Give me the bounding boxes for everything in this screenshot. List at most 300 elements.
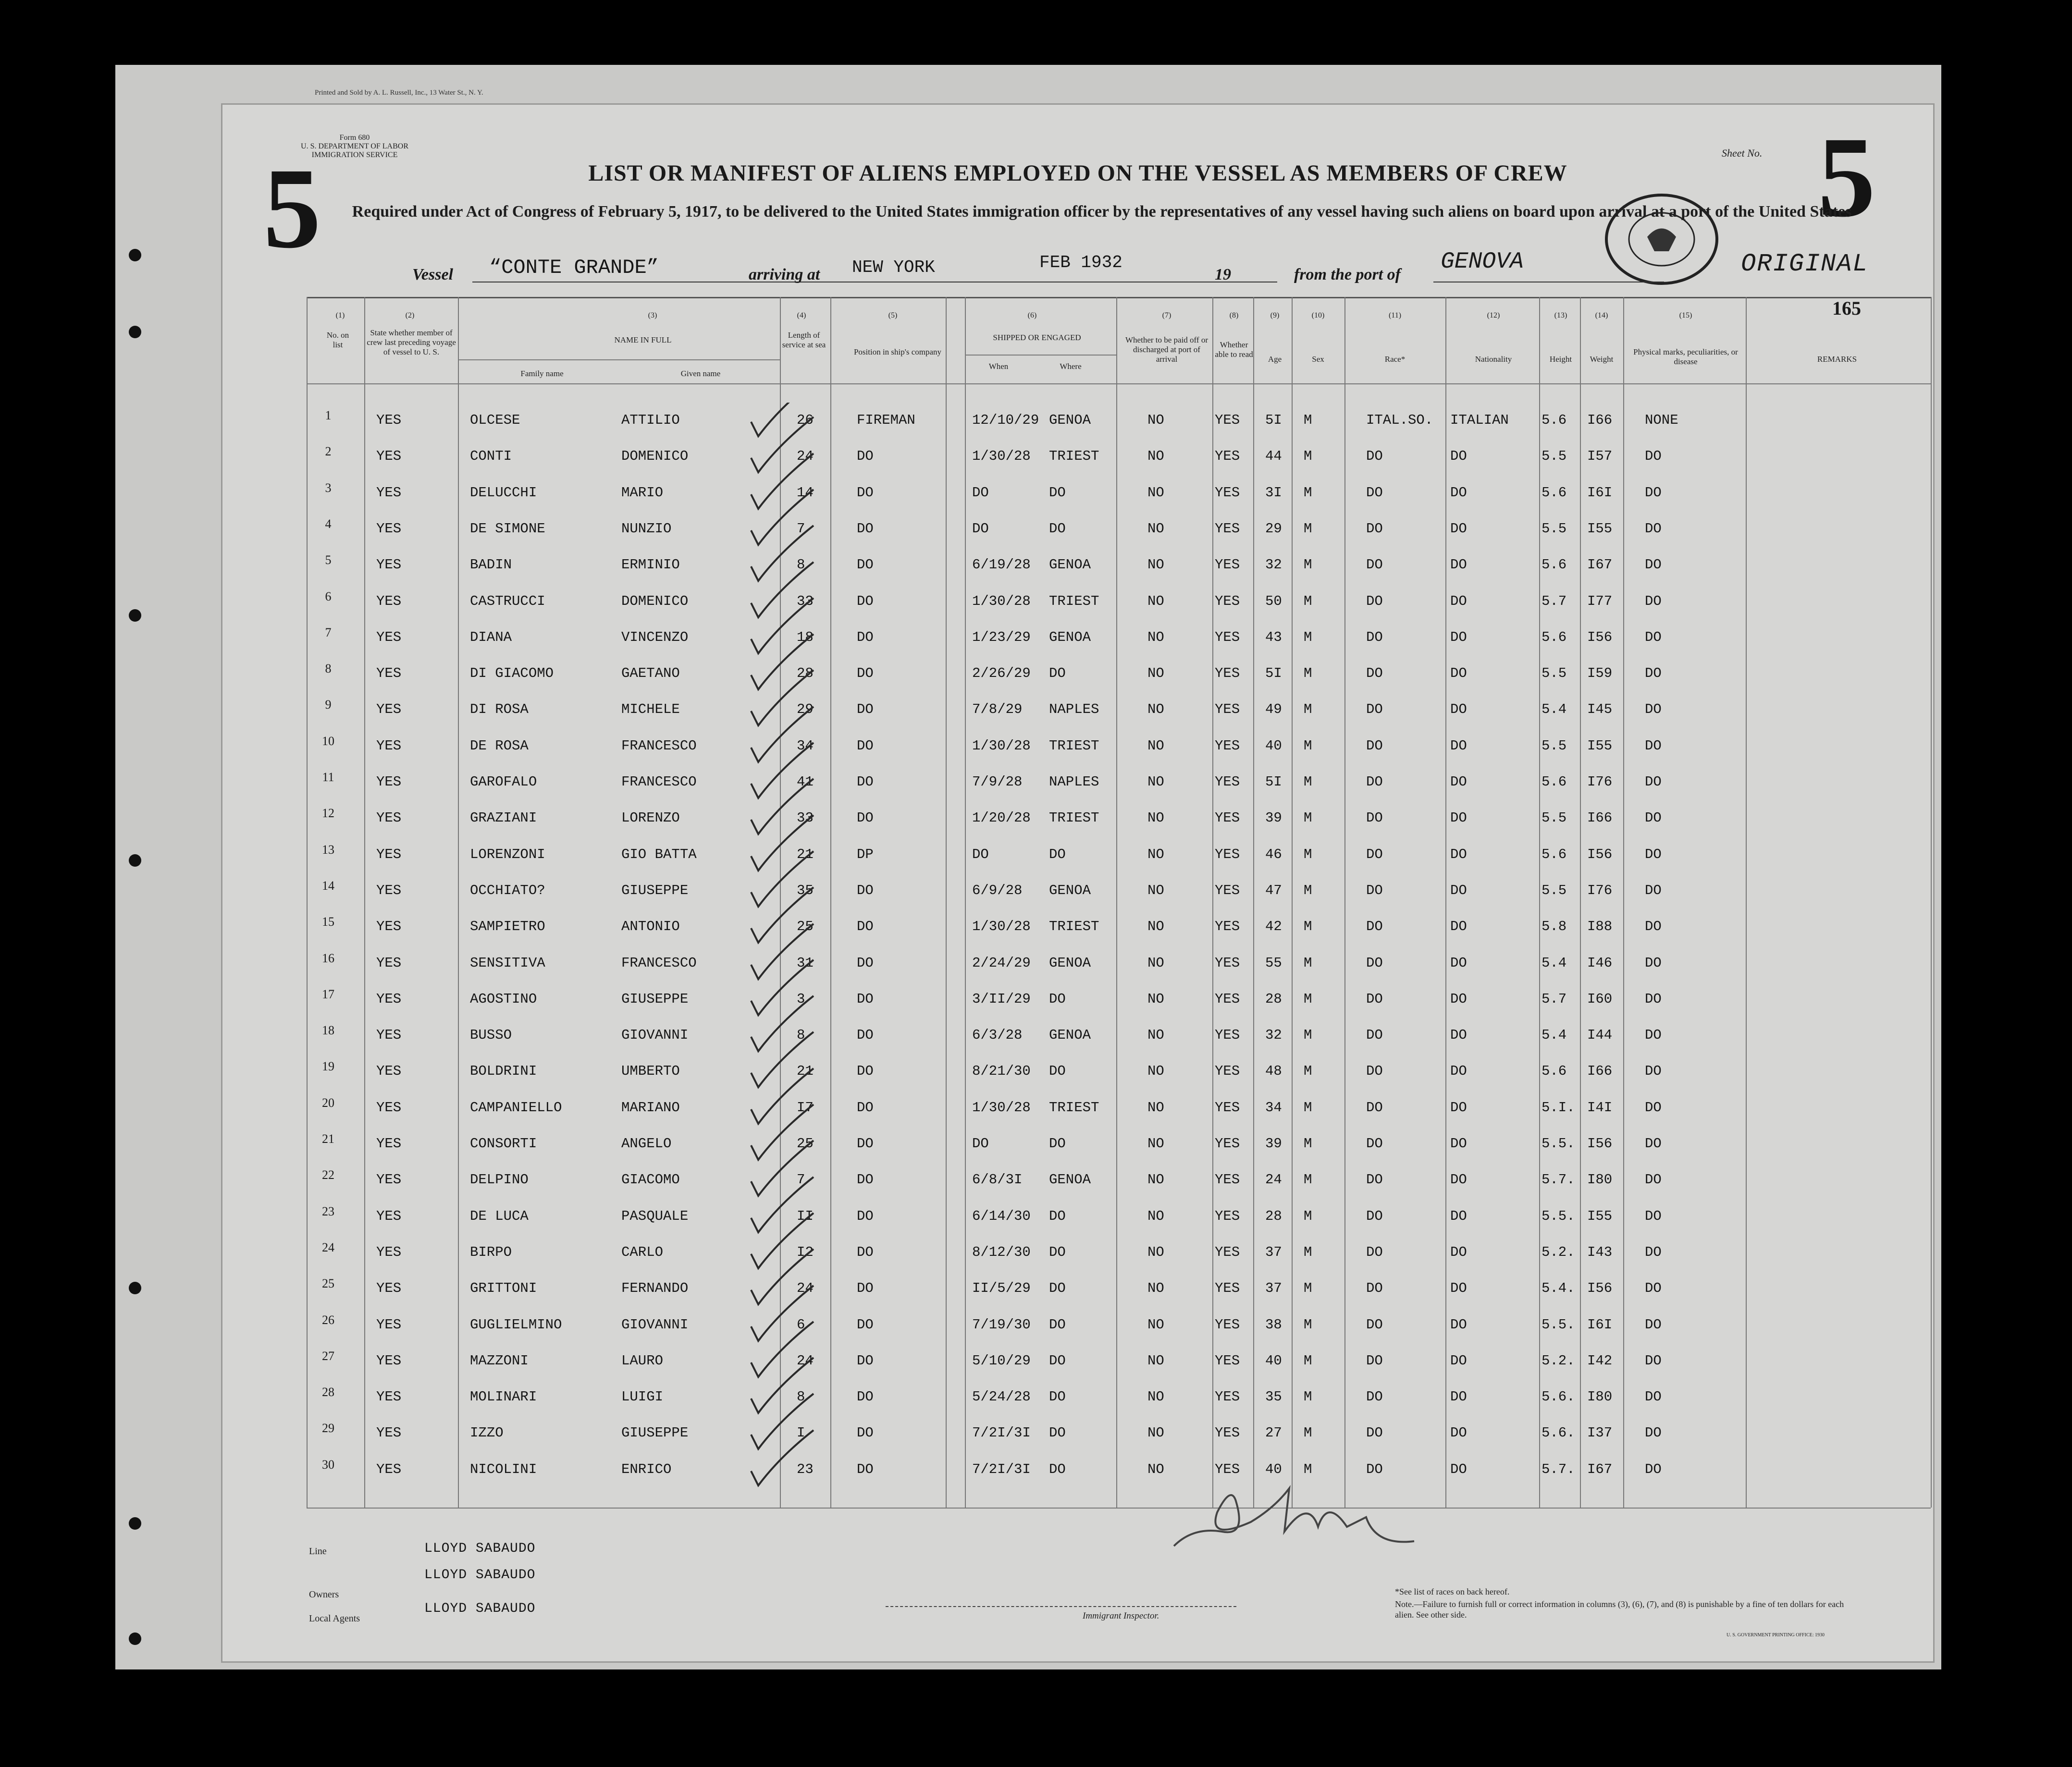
age-cell: 50 <box>1265 593 1282 609</box>
physical-marks-cell: DO <box>1645 1317 1662 1333</box>
paid-off-cell: NO <box>1147 629 1164 645</box>
family-name-cell: DELUCCHI <box>470 485 537 501</box>
column-rule <box>1539 297 1540 1508</box>
age-cell: 49 <box>1265 701 1282 717</box>
physical-marks-cell: DO <box>1645 810 1662 826</box>
race-cell: DO <box>1366 1027 1383 1043</box>
paid-off-cell: NO <box>1147 919 1164 934</box>
given-name-cell: LAURO <box>621 1353 664 1369</box>
row-number: 26 <box>322 1313 334 1327</box>
family-name-cell: AGOSTINO <box>470 991 537 1007</box>
col-number: (4) <box>797 311 806 319</box>
family-name-cell: DIANA <box>470 629 512 645</box>
sex-cell: M <box>1304 1317 1312 1333</box>
physical-marks-cell: DO <box>1645 1063 1662 1079</box>
physical-marks-cell: DO <box>1645 1353 1662 1369</box>
checkmark <box>751 490 814 545</box>
age-cell: 35 <box>1265 1389 1282 1405</box>
paid-off-cell: NO <box>1147 955 1164 971</box>
physical-marks-cell: DO <box>1645 883 1662 898</box>
length-service-cell: 24 <box>797 1280 814 1296</box>
weight-cell: I80 <box>1587 1172 1613 1188</box>
sex-cell: M <box>1304 593 1312 609</box>
col-number: (2) <box>405 311 415 319</box>
shipped-where-cell: TRIEST <box>1049 919 1099 934</box>
row-number: 10 <box>322 734 334 748</box>
checkmark <box>751 454 814 509</box>
paid-off-cell: NO <box>1147 412 1164 428</box>
given-name-cell: LORENZO <box>621 810 680 826</box>
shipped-where-cell: GENOA <box>1049 412 1091 428</box>
shipped-when-cell: 1/30/28 <box>972 448 1031 464</box>
family-name-cell: DELPINO <box>470 1172 529 1188</box>
length-service-cell: 7 <box>797 521 805 537</box>
height-cell: 5.5 <box>1542 883 1567 898</box>
able-to-read-cell: YES <box>1215 1389 1240 1405</box>
row-number: 13 <box>322 843 334 857</box>
row-number: 15 <box>322 915 334 929</box>
col-number: (9) <box>1270 311 1280 319</box>
row-number: 8 <box>325 662 332 675</box>
header-sex: Sex <box>1312 355 1324 364</box>
height-cell: 5.5 <box>1542 521 1567 537</box>
family-name-cell: DI ROSA <box>470 701 529 717</box>
position-cell: DO <box>857 955 874 971</box>
length-service-cell: I2 <box>797 1244 814 1260</box>
sex-cell: M <box>1304 991 1312 1007</box>
paid-off-cell: NO <box>1147 1317 1164 1333</box>
row-number: 9 <box>325 698 332 712</box>
shipped-where-cell: DO <box>1049 991 1066 1007</box>
length-service-cell: 8 <box>797 1027 805 1043</box>
row-number: 19 <box>322 1059 334 1073</box>
column-rule <box>1212 297 1213 1508</box>
able-to-read-cell: YES <box>1215 883 1240 898</box>
shipped-where-cell: DO <box>1049 1280 1066 1296</box>
race-cell: DO <box>1366 1353 1383 1369</box>
able-to-read-cell: YES <box>1215 629 1240 645</box>
position-cell: DO <box>857 1244 874 1260</box>
able-to-read-cell: YES <box>1215 955 1240 971</box>
given-name-cell: FERNANDO <box>621 1280 689 1296</box>
family-name-cell: GUGLIELMINO <box>470 1317 562 1333</box>
height-cell: 5.6 <box>1542 557 1567 573</box>
checkmark <box>751 851 814 907</box>
length-service-cell: 14 <box>797 485 814 501</box>
sheet-number-right: 5 <box>1818 113 1875 241</box>
physical-marks-cell: DO <box>1645 847 1662 862</box>
shipped-where-cell: DO <box>1049 1244 1066 1260</box>
height-cell: 5.7. <box>1542 1461 1575 1477</box>
last-voyage-cell: YES <box>376 738 402 754</box>
age-cell: 29 <box>1265 521 1282 537</box>
last-voyage-cell: YES <box>376 1461 402 1477</box>
shipped-where-cell: GENOA <box>1049 1027 1091 1043</box>
last-voyage-cell: YES <box>376 1208 402 1224</box>
shipped-where-cell: DO <box>1049 1208 1066 1224</box>
nationality-cell: DO <box>1450 485 1467 501</box>
weight-cell: I45 <box>1587 701 1613 717</box>
weight-cell: I56 <box>1587 629 1613 645</box>
weight-cell: I4I <box>1587 1100 1613 1116</box>
length-service-cell: 21 <box>797 847 814 862</box>
height-cell: 5.5. <box>1542 1317 1575 1333</box>
column-rule <box>1445 297 1446 1508</box>
column-rule <box>307 297 308 1508</box>
shipped-when-cell: DO <box>972 521 989 537</box>
checkmark <box>751 1430 814 1485</box>
shipped-where-cell: DO <box>1049 665 1066 681</box>
nationality-cell: DO <box>1450 1389 1467 1405</box>
sex-cell: M <box>1304 701 1312 717</box>
family-name-cell: CAMPANIELLO <box>470 1100 562 1116</box>
column-rule <box>458 297 459 1508</box>
punch-hole <box>129 609 141 622</box>
vessel-name: “CONTE GRANDE” <box>489 256 659 279</box>
given-name-cell: UMBERTO <box>621 1063 680 1079</box>
age-cell: 46 <box>1265 847 1282 862</box>
able-to-read-cell: YES <box>1215 665 1240 681</box>
shipped-when-cell: 1/30/28 <box>972 593 1031 609</box>
height-cell: 5.4 <box>1542 701 1567 717</box>
length-service-cell: 34 <box>797 738 814 754</box>
height-cell: 5.5 <box>1542 810 1567 826</box>
paid-off-cell: NO <box>1147 1100 1164 1116</box>
length-service-cell: 29 <box>797 701 814 717</box>
last-voyage-cell: YES <box>376 1389 402 1405</box>
family-name-cell: CONSORTI <box>470 1136 537 1152</box>
weight-cell: I55 <box>1587 1208 1613 1224</box>
position-cell: DO <box>857 1461 874 1477</box>
weight-cell: I76 <box>1587 883 1613 898</box>
manifest-sheet <box>221 103 1935 1663</box>
nationality-cell: DO <box>1450 991 1467 1007</box>
column-rule <box>1746 297 1747 1508</box>
shipped-when-cell: DO <box>972 1136 989 1152</box>
sex-cell: M <box>1304 1461 1312 1477</box>
age-cell: 24 <box>1265 1172 1282 1188</box>
length-service-cell: 33 <box>797 810 814 826</box>
height-cell: 5.2. <box>1542 1353 1575 1369</box>
physical-marks-cell: DO <box>1645 991 1662 1007</box>
shipped-where-cell: NAPLES <box>1049 774 1099 790</box>
punch-hole <box>129 1282 141 1294</box>
nationality-cell: DO <box>1450 847 1467 862</box>
col-number: (10) <box>1311 311 1325 319</box>
physical-marks-cell: DO <box>1645 1208 1662 1224</box>
family-name-cell: DE SIMONE <box>470 521 545 537</box>
family-name-cell: GRAZIANI <box>470 810 537 826</box>
height-cell: 5.6 <box>1542 485 1567 501</box>
last-voyage-cell: YES <box>376 883 402 898</box>
given-name-cell: MARIO <box>621 485 664 501</box>
column-rule <box>1931 297 1932 1508</box>
able-to-read-cell: YES <box>1215 1136 1240 1152</box>
race-cell: DO <box>1366 991 1383 1007</box>
paid-off-cell: NO <box>1147 1172 1164 1188</box>
race-cell: DO <box>1366 1425 1383 1441</box>
able-to-read-cell: YES <box>1215 810 1240 826</box>
table-header-rule <box>307 383 1931 384</box>
shipped-when-cell: 6/3/28 <box>972 1027 1023 1043</box>
able-to-read-cell: YES <box>1215 557 1240 573</box>
col-number: (7) <box>1162 311 1172 319</box>
nationality-cell: ITALIAN <box>1450 412 1509 428</box>
shipped-where-cell: TRIEST <box>1049 1100 1099 1116</box>
row-number: 2 <box>325 444 332 458</box>
paid-off-cell: NO <box>1147 738 1164 754</box>
given-name-cell: GIUSEPPE <box>621 991 689 1007</box>
height-cell: 5.4 <box>1542 955 1567 971</box>
row-number: 29 <box>322 1421 334 1435</box>
weight-cell: I76 <box>1587 774 1613 790</box>
given-name-cell: PASQUALE <box>621 1208 689 1224</box>
physical-marks-cell: DO <box>1645 1280 1662 1296</box>
nationality-cell: DO <box>1450 557 1467 573</box>
family-name-cell: CONTI <box>470 448 512 464</box>
nationality-cell: DO <box>1450 1425 1467 1441</box>
race-cell: DO <box>1366 521 1383 537</box>
row-number: 18 <box>322 1023 334 1037</box>
shipped-when-cell: 3/II/29 <box>972 991 1031 1007</box>
sex-cell: M <box>1304 1353 1312 1369</box>
race-cell: DO <box>1366 1208 1383 1224</box>
weight-cell: I66 <box>1587 810 1613 826</box>
age-cell: 40 <box>1265 1353 1282 1369</box>
weight-cell: I44 <box>1587 1027 1613 1043</box>
physical-marks-cell: DO <box>1645 1100 1662 1116</box>
col-number: (12) <box>1487 311 1500 319</box>
inspector-signature-line <box>886 1606 1236 1607</box>
shipped-where-cell: GENOA <box>1049 629 1091 645</box>
paid-off-cell: NO <box>1147 1027 1164 1043</box>
sex-cell: M <box>1304 485 1312 501</box>
sex-cell: M <box>1304 738 1312 754</box>
header-length-service: Length of service at sea <box>782 331 826 349</box>
length-service-cell: 24 <box>797 448 814 464</box>
last-voyage-cell: YES <box>376 665 402 681</box>
height-cell: 5.6 <box>1542 1063 1567 1079</box>
form-number: Form 680 <box>339 134 370 142</box>
last-voyage-cell: YES <box>376 557 402 573</box>
length-service-cell: 26 <box>797 412 814 428</box>
weight-cell: I56 <box>1587 1136 1613 1152</box>
age-cell: 42 <box>1265 919 1282 934</box>
length-service-cell: 21 <box>797 1063 814 1079</box>
shipped-where-cell: NAPLES <box>1049 701 1099 717</box>
row-number: 7 <box>325 626 332 639</box>
shipped-when-cell: 6/19/28 <box>972 557 1031 573</box>
race-cell: DO <box>1366 665 1383 681</box>
checkmark <box>751 1068 814 1124</box>
age-cell: 34 <box>1265 1100 1282 1116</box>
shipped-subheader-rule <box>965 355 1116 356</box>
age-cell: 44 <box>1265 448 1282 464</box>
height-cell: 5.6. <box>1542 1425 1575 1441</box>
last-voyage-cell: YES <box>376 1317 402 1333</box>
family-name-cell: GRITTONI <box>470 1280 537 1296</box>
last-voyage-cell: YES <box>376 485 402 501</box>
weight-cell: I55 <box>1587 738 1613 754</box>
able-to-read-cell: YES <box>1215 1461 1240 1477</box>
sex-cell: M <box>1304 1389 1312 1405</box>
nationality-cell: DO <box>1450 521 1467 537</box>
name-subheader-rule <box>458 359 780 360</box>
paid-off-cell: NO <box>1147 1461 1164 1477</box>
column-rule <box>1344 297 1345 1508</box>
length-service-cell: 25 <box>797 1136 814 1152</box>
row-number: 23 <box>322 1204 334 1218</box>
column-rule <box>1253 297 1254 1508</box>
paid-off-cell: NO <box>1147 701 1164 717</box>
table-top-rule <box>307 297 1931 298</box>
column-rule <box>1292 297 1293 1508</box>
weight-cell: I37 <box>1587 1425 1613 1441</box>
race-cell: DO <box>1366 1389 1383 1405</box>
length-service-cell: 18 <box>797 629 814 645</box>
able-to-read-cell: YES <box>1215 1063 1240 1079</box>
shipped-when-cell: 6/9/28 <box>972 883 1023 898</box>
nationality-cell: DO <box>1450 1461 1467 1477</box>
shipped-where-cell: TRIEST <box>1049 810 1099 826</box>
sex-cell: M <box>1304 557 1312 573</box>
sheet-number-left: 5 <box>263 144 321 272</box>
height-cell: 5.6. <box>1542 1389 1575 1405</box>
weight-cell: I88 <box>1587 919 1613 934</box>
column-rule <box>1116 297 1117 1508</box>
sex-cell: M <box>1304 847 1312 862</box>
weight-cell: I60 <box>1587 991 1613 1007</box>
shipped-when-cell: 5/24/28 <box>972 1389 1031 1405</box>
age-cell: 48 <box>1265 1063 1282 1079</box>
able-to-read-cell: YES <box>1215 1353 1240 1369</box>
last-voyage-cell: YES <box>376 448 402 464</box>
length-service-cell: I7 <box>797 1100 814 1116</box>
length-service-cell: 6 <box>797 1317 805 1333</box>
last-voyage-cell: YES <box>376 1280 402 1296</box>
length-service-cell: 28 <box>797 665 814 681</box>
given-name-cell: CARLO <box>621 1244 664 1260</box>
position-cell: DO <box>857 1389 874 1405</box>
race-cell: DO <box>1366 847 1383 862</box>
gpo-imprint: U. S. GOVERNMENT PRINTING OFFICE: 1930 <box>1727 1632 1825 1638</box>
shipped-when-cell: 5/10/29 <box>972 1353 1031 1369</box>
position-cell: DO <box>857 593 874 609</box>
last-voyage-cell: YES <box>376 1425 402 1441</box>
position-cell: DO <box>857 665 874 681</box>
sex-cell: M <box>1304 412 1312 428</box>
able-to-read-cell: YES <box>1215 1280 1240 1296</box>
given-name-cell: VINCENZO <box>621 629 689 645</box>
shipped-where-cell: TRIEST <box>1049 593 1099 609</box>
race-cell: DO <box>1366 774 1383 790</box>
shipped-when-cell: 8/21/30 <box>972 1063 1031 1079</box>
header-position: Position in ship's company <box>853 347 942 356</box>
sheet-no-label: Sheet No. <box>1722 147 1763 159</box>
race-cell: DO <box>1366 1461 1383 1477</box>
given-name-cell: NUNZIO <box>621 521 672 537</box>
age-cell: 5I <box>1265 412 1282 428</box>
col-number: (13) <box>1554 311 1567 319</box>
column-rule <box>1580 297 1581 1508</box>
family-name-cell: SAMPIETRO <box>470 919 545 934</box>
able-to-read-cell: YES <box>1215 1027 1240 1043</box>
weight-cell: I66 <box>1587 412 1613 428</box>
arrival-date: FEB 1932 <box>1039 253 1122 272</box>
position-cell: DO <box>857 1063 874 1079</box>
shipped-when-cell: 7/9/28 <box>972 774 1023 790</box>
shipped-when-cell: 1/30/28 <box>972 919 1031 934</box>
able-to-read-cell: YES <box>1215 1425 1240 1441</box>
year-label: 19 <box>1215 266 1231 283</box>
nationality-cell: DO <box>1450 1353 1467 1369</box>
position-cell: DO <box>857 485 874 501</box>
shipped-when-cell: 6/8/3I <box>972 1172 1023 1188</box>
table-bottom-rule <box>307 1508 1931 1509</box>
col-number: (8) <box>1229 311 1239 319</box>
inspector-label: Immigrant Inspector. <box>1083 1611 1159 1621</box>
able-to-read-cell: YES <box>1215 774 1240 790</box>
inspector-signature <box>1164 1460 1433 1565</box>
checkmark <box>751 887 814 943</box>
physical-marks-cell: DO <box>1645 485 1662 501</box>
owners-label: Owners <box>309 1589 339 1600</box>
physical-marks-cell: DO <box>1645 701 1662 717</box>
nationality-cell: DO <box>1450 593 1467 609</box>
sex-cell: M <box>1304 665 1312 681</box>
last-voyage-cell: YES <box>376 1027 402 1043</box>
position-cell: DO <box>857 557 874 573</box>
age-cell: 5I <box>1265 774 1282 790</box>
checkmark <box>751 996 814 1051</box>
height-cell: 5.6 <box>1542 847 1567 862</box>
last-voyage-cell: YES <box>376 521 402 537</box>
punch-hole <box>129 1517 141 1530</box>
given-name-cell: GIACOMO <box>621 1172 680 1188</box>
race-cell: DO <box>1366 701 1383 717</box>
length-service-cell: II <box>797 1208 814 1224</box>
col-number: (15) <box>1679 311 1692 319</box>
weight-cell: I67 <box>1587 557 1613 573</box>
row-number: 12 <box>322 806 334 820</box>
header-name-in-full: NAME IN FULL <box>614 335 672 344</box>
race-cell: DO <box>1366 557 1383 573</box>
height-cell: 5.5. <box>1542 1208 1575 1224</box>
race-cell: DO <box>1366 738 1383 754</box>
able-to-read-cell: YES <box>1215 412 1240 428</box>
able-to-read-cell: YES <box>1215 991 1240 1007</box>
position-cell: DO <box>857 521 874 537</box>
race-cell: DO <box>1366 593 1383 609</box>
row-number: 1 <box>325 408 332 422</box>
sex-cell: M <box>1304 629 1312 645</box>
checkmark <box>751 1286 814 1341</box>
position-cell: FIREMAN <box>857 412 915 428</box>
able-to-read-cell: YES <box>1215 1100 1240 1116</box>
punch-hole <box>129 854 141 867</box>
sex-cell: M <box>1304 810 1312 826</box>
sex-cell: M <box>1304 955 1312 971</box>
vessel-label: Vessel <box>412 266 453 283</box>
local-agents-label: Local Agents <box>309 1613 360 1624</box>
able-to-read-cell: YES <box>1215 1244 1240 1260</box>
last-voyage-cell: YES <box>376 955 402 971</box>
row-number: 27 <box>322 1349 334 1363</box>
age-cell: 37 <box>1265 1244 1282 1260</box>
height-cell: 5.4. <box>1542 1280 1575 1296</box>
row-number: 4 <box>325 517 332 531</box>
checkmark <box>751 960 814 1015</box>
